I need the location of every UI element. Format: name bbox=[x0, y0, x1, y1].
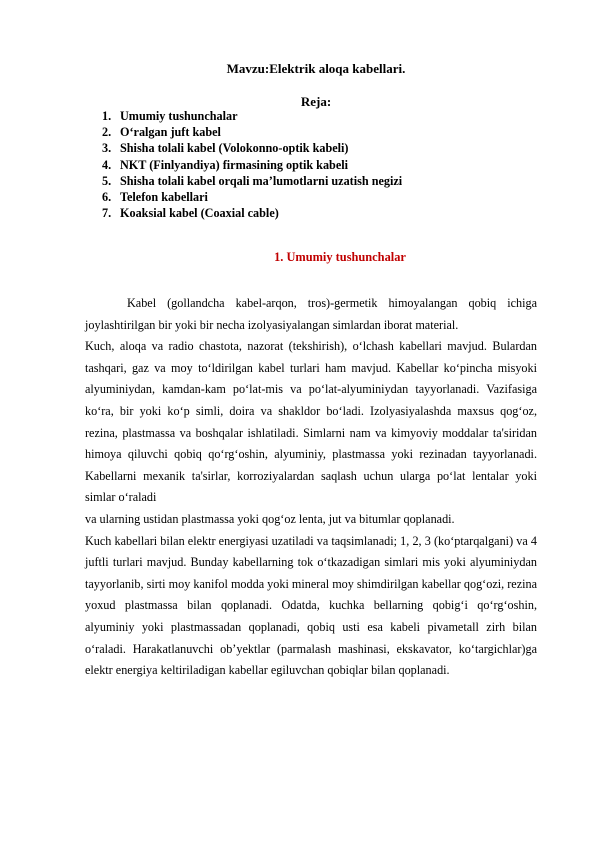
section-heading: 1. Umumiy tushunchalar bbox=[274, 250, 406, 264]
plan-item-number: 7. bbox=[102, 206, 112, 221]
plan-item-text: Shisha tolali kabel (Volokonno-optik kabeli) bbox=[120, 141, 349, 156]
paragraph: Kabel (gollandcha kabel-arqon, tros)-germetik himoyalangan qobiq ichiga joylashtirilgan bir yoki bir necha izolyasiyalangan simlardan iborat material. bbox=[85, 296, 537, 332]
plan-item-text: Koaksial kabel (Coaxial cable) bbox=[120, 206, 279, 221]
plan-item-text: NKT (Finlyandiya) firmasining optik kabeli bbox=[120, 157, 348, 172]
plan-item bbox=[102, 140, 402, 156]
plan-item-text: O‘ralgan juft kabel bbox=[120, 125, 221, 140]
plan-item-number: 3. bbox=[102, 141, 112, 156]
paragraph: va ularning ustidan plastmassa yoki qog‘oz lenta, jut va bitumlar qoplanadi. bbox=[85, 511, 455, 526]
body-text bbox=[85, 293, 537, 682]
plan-item bbox=[102, 189, 402, 205]
plan-list bbox=[102, 108, 402, 221]
paragraph: Kuch kabellari bilan elektr energiyasi uzatiladi va taqsimlanadi; 1, 2, 3 (ko‘ptarqalgani) va 4 juftli turlari mavjud. Bunday kabellarning tok o‘tkazadigan simlari mis yoki alyuminiydan tayyorlanib, sirti moy kanifol modda yoki mineral moy shimdirilgan kabellar qog‘ozi, rezina yoxud plastmassa bilan qoplanadi. Odatda, kuchka bellarning qobig‘i qo‘rg‘oshin, alyuminiy yoki plastmassadan qoplanadi, qobiq usti esa kabeli pivametall zirh bilan o‘raladi. Harakatlanuvchi ob’yektlar (parmalash mashinasi, ekskavator, ko‘targichlar)ga elektr energiya keltiriladigan kabellar egiluvchan qobiqlar bilan qoplanadi. bbox=[85, 533, 537, 678]
plan-item-number: 1. bbox=[102, 109, 112, 123]
plan-item-number: 6. bbox=[102, 190, 112, 205]
plan-item bbox=[102, 108, 402, 124]
plan-item-number: 2. bbox=[102, 125, 112, 140]
plan-heading: Reja: bbox=[300, 94, 332, 109]
plan-item-text: Telefon kabellari bbox=[120, 190, 208, 205]
plan-item bbox=[102, 205, 402, 221]
plan-item-number: 4. bbox=[102, 157, 112, 172]
document-title: Mavzu:Elektrik aloqa kabellari. bbox=[226, 61, 406, 76]
plan-item bbox=[102, 124, 402, 140]
paragraph: Kuch, aloqa va radio chastota, nazorat (tekshirish), o‘lchash kabellari mavjud. Bulardan tashqari, gaz va moy to‘ldirilgan kabel turlari ham mavjud. Kabellar ko‘pincha misyoki alyuminiydan, kamdan-kam po‘lat-mis va po‘lat-alyuminiydan tayyorlanadi. Vazifasiga ko‘ra, bir yoki ko‘p simli, doira va shakldor bo‘ladi. Izolyasiyalashda maxsus qog‘oz, rezina, plastmassa va boshqalar ishlatiladi. Simlarni nam va kimyoviy moddalar ta'siridan himoya qiluvchi qobiq qo‘rg‘oshin, alyuminiy, plastmassa yoki rezinadan tayyorlanadi. Kabellarni mexanik ta'sirlar, korroziyalardan saqlash uchun ularga po‘lat lentalar yoki simlar o‘raladi bbox=[85, 339, 537, 505]
plan-item-text: Shisha tolali kabel orqali ma’lumotlarni uzatish negizi bbox=[120, 173, 403, 188]
plan-item-text: Umumiy tushunchalar bbox=[120, 109, 238, 123]
plan-item-number: 5. bbox=[102, 173, 112, 188]
plan-item bbox=[102, 157, 402, 173]
plan-item bbox=[102, 173, 402, 189]
